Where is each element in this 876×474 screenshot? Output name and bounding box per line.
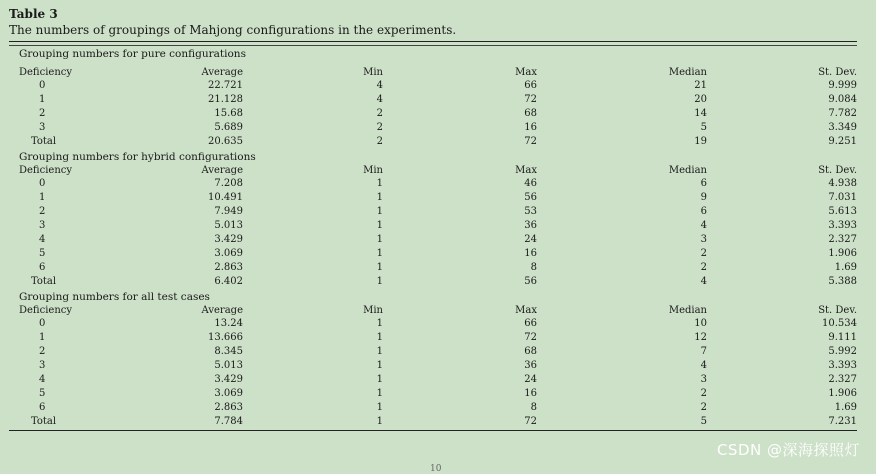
table-cell: 3 xyxy=(39,360,46,371)
table-row xyxy=(9,401,863,415)
table-row xyxy=(9,205,863,219)
table-caption: The numbers of groupings of Mahjong configurations in the experiments. xyxy=(9,23,457,37)
header-row xyxy=(9,304,863,317)
table-cell: 4 xyxy=(700,360,707,371)
table-cell: 10.534 xyxy=(822,318,857,329)
table-row xyxy=(9,331,863,345)
table-row xyxy=(9,93,863,107)
table-row xyxy=(9,107,863,121)
table-row xyxy=(9,219,863,233)
table-cell: 7 xyxy=(700,346,707,357)
section-title: Grouping numbers for pure configurations xyxy=(19,48,246,60)
column-header: St. Dev. xyxy=(818,67,857,78)
table-row xyxy=(9,191,863,205)
table-row xyxy=(9,387,863,401)
table-row xyxy=(9,79,863,93)
table-cell: 7.784 xyxy=(214,416,243,427)
table-cell: 20 xyxy=(694,94,707,105)
table-cell: 2 xyxy=(39,206,46,217)
table-cell: 12 xyxy=(694,332,707,343)
table-cell: 1 xyxy=(376,248,383,259)
table-cell: 4 xyxy=(376,94,383,105)
column-header: St. Dev. xyxy=(818,305,857,316)
table-cell: 2 xyxy=(700,248,707,259)
table-cell: 36 xyxy=(524,360,537,371)
table-cell: 5 xyxy=(700,122,707,133)
table-cell: 7.949 xyxy=(214,206,243,217)
table-cell: 9.251 xyxy=(828,136,857,147)
header-row xyxy=(9,164,863,177)
table-cell: 0 xyxy=(39,318,46,329)
table-cell: 2 xyxy=(376,122,383,133)
table-cell: 9 xyxy=(700,192,707,203)
table-row xyxy=(9,177,863,191)
bottom-rule xyxy=(9,430,857,431)
table-cell: 72 xyxy=(524,332,537,343)
table-cell: 2 xyxy=(39,346,46,357)
column-header: Median xyxy=(668,67,707,78)
table-cell: 13.666 xyxy=(208,332,243,343)
table-cell: 5 xyxy=(39,388,46,399)
table-cell: 1 xyxy=(376,416,383,427)
column-header: Deficiency xyxy=(19,165,73,176)
table-cell: 6.402 xyxy=(214,276,243,287)
table-cell: 5 xyxy=(700,416,707,427)
table-cell: 10.491 xyxy=(208,192,243,203)
table-cell: 20.635 xyxy=(208,136,243,147)
table-cell: 8 xyxy=(530,402,537,413)
table-cell: 1 xyxy=(376,346,383,357)
table-cell: 1 xyxy=(376,374,383,385)
page-number: 10 xyxy=(430,464,442,474)
table-cell: 3.429 xyxy=(214,234,243,245)
table-cell: 6 xyxy=(39,262,46,273)
table-cell: Total xyxy=(31,416,57,427)
table-row xyxy=(9,135,863,149)
column-header: Median xyxy=(668,305,707,316)
table-cell: 6 xyxy=(700,178,707,189)
table-row xyxy=(9,359,863,373)
table-container xyxy=(9,6,857,431)
top-rule xyxy=(9,41,857,42)
table-cell: 1 xyxy=(376,178,383,189)
column-header: Max xyxy=(515,67,537,78)
table-cell: 1 xyxy=(376,262,383,273)
table-cell: 66 xyxy=(524,318,537,329)
table-cell: 13.24 xyxy=(214,318,243,329)
table-cell: 2 xyxy=(700,402,707,413)
table-cell: 9.111 xyxy=(828,332,857,343)
table-cell: 8.345 xyxy=(214,346,243,357)
table-cell: 1 xyxy=(376,402,383,413)
table-cell: 3.393 xyxy=(828,220,857,231)
table-cell: 0 xyxy=(39,178,46,189)
table-cell: 24 xyxy=(524,234,537,245)
table-cell: 1 xyxy=(376,318,383,329)
table-cell: 5.388 xyxy=(828,276,857,287)
table-row xyxy=(9,261,863,275)
table-cell: 1.69 xyxy=(834,262,857,273)
table-cell: 2.327 xyxy=(828,234,857,245)
column-header: Max xyxy=(515,165,537,176)
table-cell: 1 xyxy=(376,192,383,203)
table-cell: 1 xyxy=(376,206,383,217)
table-cell: 7.782 xyxy=(828,108,857,119)
watermark: CSDN @深海探照灯 xyxy=(716,441,860,459)
table-cell: 2 xyxy=(376,108,383,119)
table-cell: 72 xyxy=(524,416,537,427)
table-cell: 68 xyxy=(524,346,537,357)
table-cell: 21 xyxy=(694,80,707,91)
table-row xyxy=(9,121,863,135)
table-cell: 3 xyxy=(700,374,707,385)
column-header: St. Dev. xyxy=(818,165,857,176)
table-cell: 72 xyxy=(524,136,537,147)
table-cell: 66 xyxy=(524,80,537,91)
table-row xyxy=(9,373,863,387)
table-cell: 19 xyxy=(694,136,707,147)
table-cell: 1 xyxy=(39,94,46,105)
section-table xyxy=(9,164,863,289)
table-cell: 46 xyxy=(524,178,537,189)
table-cell: 9.999 xyxy=(828,80,857,91)
table-row xyxy=(9,415,863,429)
table-cell: 2.863 xyxy=(214,262,243,273)
table-cell: 2 xyxy=(700,388,707,399)
column-header: Deficiency xyxy=(19,305,73,316)
section-title: Grouping numbers for all test cases xyxy=(19,291,210,303)
table-row xyxy=(9,247,863,261)
table-cell: 3.393 xyxy=(828,360,857,371)
column-header: Deficiency xyxy=(19,67,73,78)
table-cell: 68 xyxy=(524,108,537,119)
table-cell: 1 xyxy=(376,234,383,245)
table-row xyxy=(9,275,863,289)
table-body xyxy=(9,45,857,429)
section-table xyxy=(9,66,863,149)
table-cell: 2.863 xyxy=(214,402,243,413)
table-cell: 4 xyxy=(39,234,46,245)
table-cell: 1 xyxy=(39,332,46,343)
table-cell: Total xyxy=(31,136,57,147)
table-cell: 3.069 xyxy=(214,248,243,259)
table-cell: 1.69 xyxy=(834,402,857,413)
table-cell: 4 xyxy=(376,80,383,91)
table-cell: 7.208 xyxy=(214,178,243,189)
table-cell: 1 xyxy=(39,192,46,203)
table-cell: 2 xyxy=(700,262,707,273)
table-row xyxy=(9,233,863,247)
section-table xyxy=(9,304,863,429)
table-row xyxy=(9,345,863,359)
table-cell: 3 xyxy=(700,234,707,245)
table-cell: 8 xyxy=(530,262,537,273)
section-rule xyxy=(9,45,857,46)
table-cell: 2 xyxy=(39,108,46,119)
table-cell: 5.689 xyxy=(214,122,243,133)
table-cell: 3 xyxy=(39,220,46,231)
table-cell: 1.906 xyxy=(828,248,857,259)
table-cell: 21.128 xyxy=(208,94,243,105)
table-cell: 5.013 xyxy=(214,360,243,371)
table-cell: 10 xyxy=(694,318,707,329)
column-header: Average xyxy=(201,165,243,176)
table-cell: 3.429 xyxy=(214,374,243,385)
column-header: Average xyxy=(201,305,243,316)
table-cell: 0 xyxy=(39,80,46,91)
table-cell: Total xyxy=(31,276,57,287)
table-cell: 16 xyxy=(524,122,537,133)
table-cell: 7.031 xyxy=(828,192,857,203)
table-cell: 1.906 xyxy=(828,388,857,399)
table-cell: 7.231 xyxy=(828,416,857,427)
section-title: Grouping numbers for hybrid configurations xyxy=(19,151,256,163)
column-header: Median xyxy=(668,165,707,176)
table-cell: 5.613 xyxy=(828,206,857,217)
column-header: Min xyxy=(363,165,383,176)
table-cell: 3.349 xyxy=(828,122,857,133)
table-cell: 6 xyxy=(39,402,46,413)
table-cell: 1 xyxy=(376,388,383,399)
table-cell: 72 xyxy=(524,94,537,105)
table-cell: 5.992 xyxy=(828,346,857,357)
table-cell: 24 xyxy=(524,374,537,385)
column-header: Max xyxy=(515,305,537,316)
table-cell: 1 xyxy=(376,360,383,371)
table-cell: 2.327 xyxy=(828,374,857,385)
table-cell: 6 xyxy=(700,206,707,217)
table-cell: 5 xyxy=(39,248,46,259)
table-cell: 16 xyxy=(524,248,537,259)
table-cell: 4 xyxy=(39,374,46,385)
table-label: Table 3 xyxy=(9,7,58,21)
table-cell: 56 xyxy=(524,276,537,287)
table-cell: 4.938 xyxy=(828,178,857,189)
header-row xyxy=(9,66,863,79)
column-header: Average xyxy=(201,67,243,78)
table-cell: 3.069 xyxy=(214,388,243,399)
table-cell: 22.721 xyxy=(208,80,243,91)
table-cell: 2 xyxy=(376,136,383,147)
table-cell: 14 xyxy=(694,108,707,119)
table-cell: 15.68 xyxy=(214,108,243,119)
table-cell: 53 xyxy=(524,206,537,217)
table-cell: 36 xyxy=(524,220,537,231)
table-cell: 4 xyxy=(700,276,707,287)
table-cell: 5.013 xyxy=(214,220,243,231)
table-cell: 56 xyxy=(524,192,537,203)
table-cell: 9.084 xyxy=(828,94,857,105)
table-cell: 1 xyxy=(376,276,383,287)
table-cell: 1 xyxy=(376,220,383,231)
table-cell: 16 xyxy=(524,388,537,399)
table-cell: 4 xyxy=(700,220,707,231)
table-row xyxy=(9,317,863,331)
table-cell: 1 xyxy=(376,332,383,343)
table-cell: 3 xyxy=(39,122,46,133)
column-header: Min xyxy=(363,305,383,316)
column-header: Min xyxy=(363,67,383,78)
